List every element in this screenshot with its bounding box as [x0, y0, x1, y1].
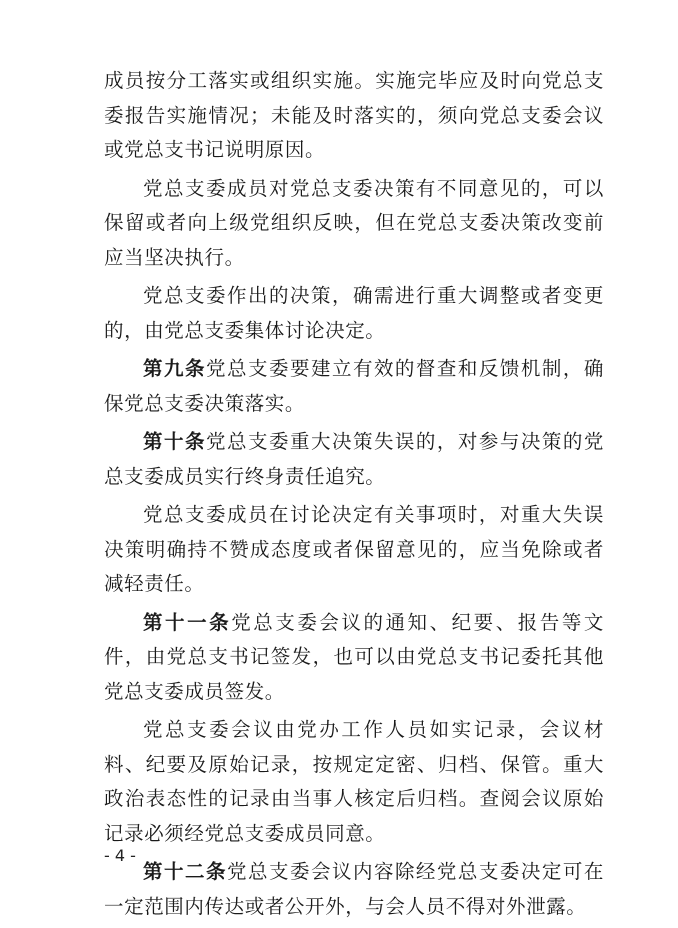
paragraph-text: 党总支委作出的决策，确需进行重大调整或者变更的，由党总支委集体讨论决定。	[104, 284, 604, 342]
paragraph-text: 党总支委会议的通知、纪要、报告等文件，由党总支书记签发，也可以由党总支书记委托其他党总支委成员签发。	[104, 610, 605, 703]
article-heading: 第十二条	[143, 860, 227, 883]
paragraph	[104, 172, 604, 276]
article-heading: 第十一条	[143, 610, 232, 634]
paragraph-continuation	[104, 64, 604, 168]
paragraph-text: 党总支委成员对党总支委决策有不同意见的，可以保留或者向上级党组织反映，但在党总支委决策改变前应当坚决执行。	[104, 176, 604, 269]
paragraph-text: 党总支委会议内容除经党总支委决定可在一定范围内传达或者公开外，与会人员不得对外泄露。	[104, 860, 604, 918]
paragraph	[104, 279, 604, 348]
paragraph-text: 党总支委要建立有效的督查和反馈机制，确保党总支委决策落实。	[104, 357, 604, 415]
article-11	[104, 606, 604, 710]
paragraph-text: 党总支委成员在讨论决定有关事项时，对重大失误决策明确持不赞成态度或者保留意见的，应当免除或者减轻责任。	[104, 503, 604, 595]
article-10	[104, 425, 604, 494]
document-body	[104, 64, 604, 928]
paragraph-text: 党总支委重大决策失误的，对参与决策的党总支委成员实行终身责任追究。	[104, 430, 604, 488]
article-heading: 第十条	[143, 430, 206, 453]
paragraph	[104, 713, 604, 851]
paragraph-text: 党总支委会议由党办工作人员如实记录，会议材料、纪要及原始记录，按规定定密、归档、保管。重大政治表态性的记录由当事人核定后归档。查阅会议原始记录必须经党总支委成员同意。	[104, 718, 604, 845]
paragraph	[104, 498, 604, 602]
paragraph-text: 成员按分工落实或组织实施。实施完毕应及时向党总支委报告实施情况；未能及时落实的，须向党总支委会议或党总支书记说明原因。	[104, 69, 604, 161]
article-9	[104, 352, 604, 421]
article-12	[104, 855, 604, 924]
page-number: - 4 -	[104, 846, 136, 865]
article-heading: 第九条	[143, 357, 206, 380]
